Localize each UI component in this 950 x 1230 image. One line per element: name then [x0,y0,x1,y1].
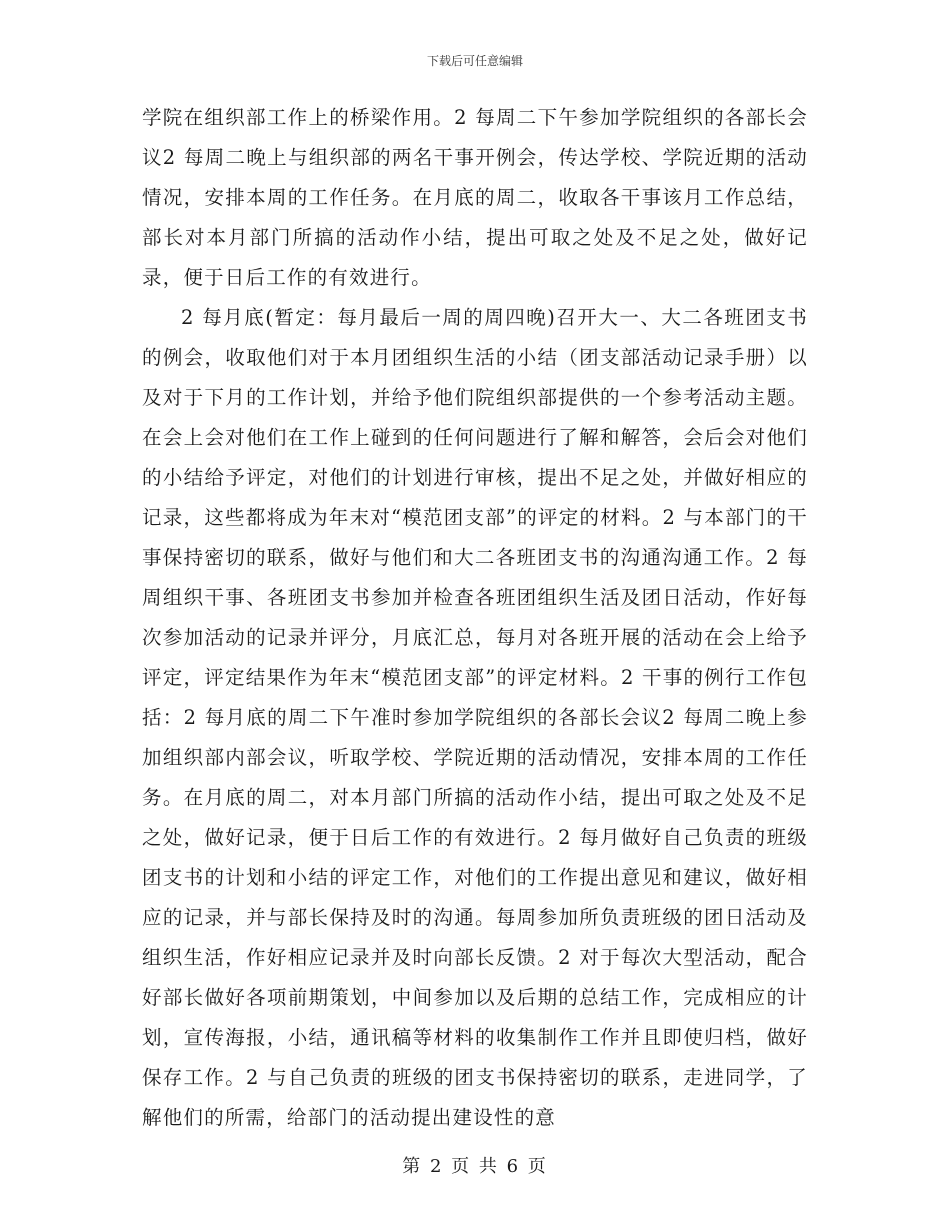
paragraph-2: 2 每月底(暂定：每月最后一周的周四晚)召开大一、大二各班团支书的例会，收取他们对于本月团组织生活的小结（团支部活动记录手册）以及对于下月的工作计划，并给予他们院组织部提供的一个参考活动主题。在会上会对他们在工作上碰到的任何问题进行了解和解答，会后会对他们的小结给予评定，对他们的计划进行审核，提出不足之处，并做好相应的记录，这些都将成为年末对“模范团支部”的评定的材料。2 与本部门的干事保持密切的联系，做好与他们和大二各班团支书的沟通沟通工作。2 每周组织干事、各班团支书参加并检查各班团组织生活及团日活动，作好每次参加活动的记录并评分，月底汇总，每月对各班开展的活动在会上给予评定，评定结果作为年末“模范团支部”的评定材料。2 干事的例行工作包括：2 每月底的周二下午准时参加学院组织的各部长会议2 每周二晚上参加组织部内部会议，听取学校、学院近期的活动情况，安排本周的工作任务。在月底的周二，对本月部门所搞的活动作小结，提出可取之处及不足之处，做好记录，便于日后工作的有效进行。2 每月做好自己负责的班级团支书的计划和小结的评定工作，对他们的工作提出意见和建议，做好相应的记录，并与部长保持及时的沟通。每周参加所负责班级的团日活动及组织生活，作好相应记录并及时向部长反馈。2 对于每次大型活动，配合好部长做好各项前期策划，中间参加以及后期的总结工作，完成相应的计划，宣传海报，小结，通讯稿等材料的收集制作工作并且即使归档，做好保存工作。2 与自己负责的班级的团支书保持密切的联系，走进同学，了解他们的所需，给部门的活动提出建设性的意 [142,306,808,1129]
page-header: 下载后可任意编辑 [426,54,523,68]
document-body [142,98,808,1138]
page-footer: 第 2 页 共 6 页 [402,1156,548,1177]
paragraph-1: 学院在组织部工作上的桥梁作用。2 每周二下午参加学院组织的各部长会议2 每周二晚上与组织部的两名干事开例会，传达学校、学院近期的活动情况，安排本周的工作任务。在月底的周二，收取各干事该月工作总结，部长对本月部门所搞的活动作小结，提出可取之处及不足之处，做好记录，便于日后工作的有效进行。 [142,106,808,289]
